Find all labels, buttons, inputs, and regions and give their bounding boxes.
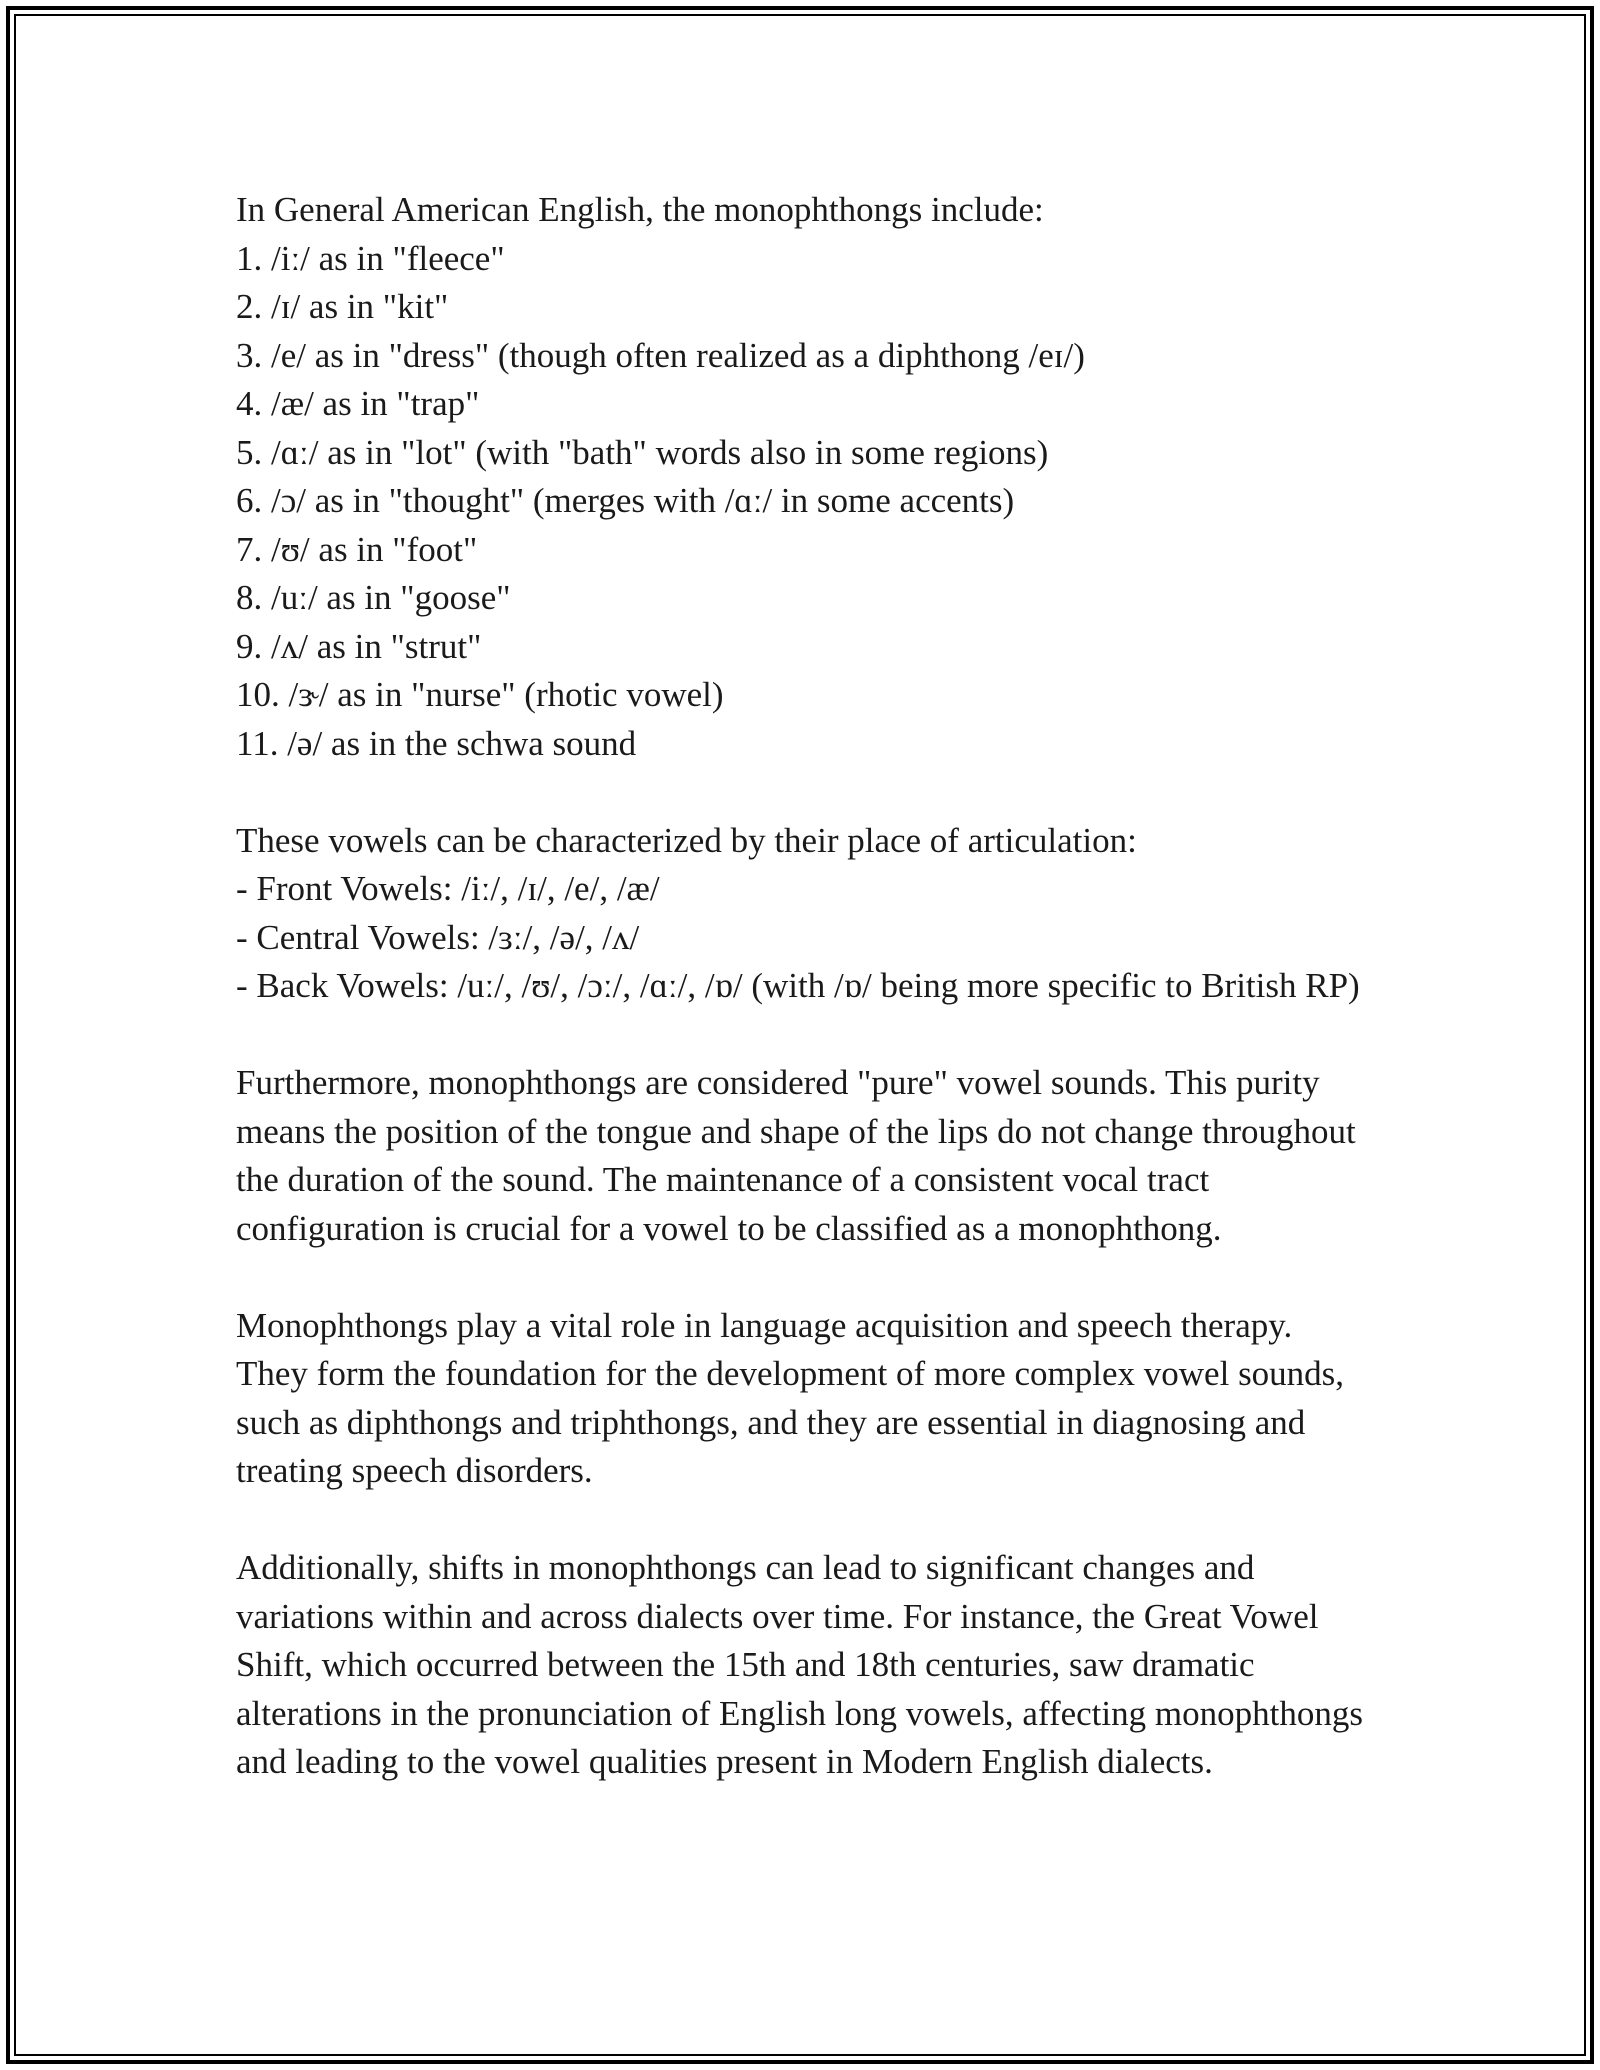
paragraph-gap — [236, 1011, 1366, 1060]
articulation-item: - Central Vowels: /ɜː/, /ə/, /ʌ/ — [236, 917, 640, 957]
list-item: 5. /ɑː/ as in "lot" (with "bath" words also in some regions) — [236, 432, 1049, 472]
list-item: 2. /ɪ/ as in "kit" — [236, 287, 449, 326]
list-item: 4. /æ/ as in "trap" — [236, 384, 480, 423]
paragraph-shifts: Additionally, shifts in monophthongs can lead to significant changes and variations within and across dialects over time. For instance, the Great Vowel Shift, which occurred between the 15th and 18th centuries, saw dramatic alterations in the pronunciation of English long vowels, affecting monophthongs and leading to the vowel qualities present in Modern English dialects. — [236, 1548, 1363, 1781]
articulation-intro: These vowels can be characterized by their place of articulation: — [236, 820, 1137, 860]
intro-line: In General American English, the monophthongs include: — [236, 190, 1044, 229]
list-item: 3. /e/ as in "dress" (though often realized as a diphthong /eɪ/) — [236, 335, 1085, 375]
document-body — [236, 186, 1366, 1787]
list-item: 7. /ʊ/ as in "foot" — [236, 529, 478, 569]
list-item: 9. /ʌ/ as in "strut" — [236, 626, 482, 666]
paragraph-role: Monophthongs play a vital role in language acquisition and speech therapy. They form the foundation for the development of more complex vowel sounds, such as diphthongs and triphthongs, and they are essential in diagnosing and treating speech disorders. — [236, 1305, 1345, 1490]
list-item: 10. /ɝ/ as in "nurse" (rhotic vowel) — [236, 675, 724, 714]
articulation-item: - Front Vowels: /iː/, /ɪ/, /e/, /æ/ — [236, 869, 660, 908]
paragraph-purity: Furthermore, monophthongs are considered "pure" vowel sounds. This purity means the position of the tongue and shape of the lips do not change throughout the duration of the sound. The maintenance of a consistent vocal tract configuration is crucial for a vowel to be classified as a monophthong. — [236, 1063, 1356, 1248]
list-item: 6. /ɔ/ as in "thought" (merges with /ɑː/ in some accents) — [236, 481, 1015, 520]
list-item: 11. /ə/ as in the schwa sound — [236, 723, 637, 763]
paragraph-gap — [236, 768, 1366, 817]
paragraph-gap — [236, 1496, 1366, 1545]
articulation-item: - Back Vowels: /uː/, /ʊ/, /ɔː/, /ɑː/, /ɒ/ (with /ɒ/ being more specific to British RP) — [236, 966, 1360, 1005]
list-item: 1. /iː/ as in "fleece" — [236, 238, 505, 278]
paragraph-gap — [236, 1253, 1366, 1302]
list-item: 8. /uː/ as in "goose" — [236, 578, 511, 617]
